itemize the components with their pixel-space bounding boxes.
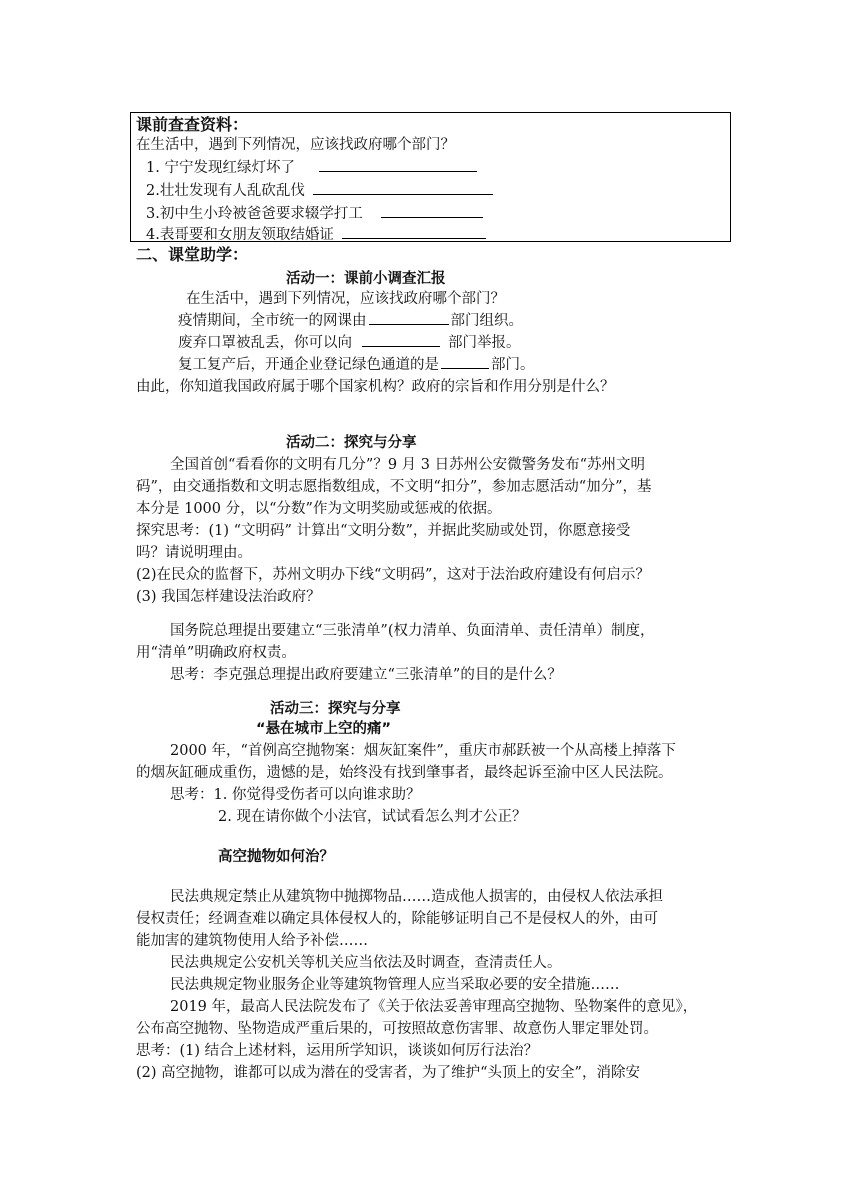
activity1-line-2: 废弃口罩被乱丢，你可以向 部门举报。 — [178, 332, 521, 354]
activity3-title: 活动三：探究与分享 — [270, 701, 401, 717]
paragraph-line: 全国首创“看看你的文明有几分”？9 月 3 日苏州公安微警务发布“苏州文明 — [170, 457, 646, 473]
answer-blank[interactable] — [319, 157, 477, 172]
prep-item-2: 2.壮壮发现有人乱砍乱伐 — [146, 180, 493, 202]
paragraph-line: 公布高空抛物、坠物造成严重后果的，可按照故意伤害罪、故意伤人罪定罪处罚。 — [136, 1021, 658, 1037]
paragraph-line: 用“清单”明确政府权责。 — [136, 645, 296, 661]
paragraph-line: 侵权责任；经调查难以确定具体侵权人的，除能够证明自己不是侵权人的外，由可 — [136, 911, 658, 927]
paragraph-line: 码”，由交通指数和文明志愿指数组成，不文明“扣分”，参加志愿活动“加分”，基 — [136, 479, 652, 495]
paragraph-line: 本分是 1000 分，以“分数”作为文明奖励或惩戒的依据。 — [136, 501, 502, 517]
answer-blank[interactable] — [342, 224, 486, 239]
question-line: (2)在民众的监督下，苏州文明办下线“文明码”，这对于法治政府建设有何启示？ — [136, 567, 650, 583]
section-heading: 二、课堂助学： — [136, 245, 249, 264]
paragraph-line: 民法典规定物业服务企业等建筑物管理人应当采取必要的安全措施…… — [170, 977, 620, 993]
paragraph-line: 2000 年，“首例高空抛物案：烟灰缸案件”，重庆市郝跃被一个从高楼上掉落下 — [170, 743, 676, 759]
question-line: 思考：(1) 结合上述材料，运用所学知识，谈谈如何厉行法治？ — [136, 1043, 539, 1059]
question-line: (2) 高空抛物，谁都可以成为潜在的受害者，为了维护“头顶上的安全”，消除安 — [136, 1065, 640, 1081]
answer-blank[interactable] — [369, 310, 449, 325]
activity1-summary: 由此，你知道我国政府属于哪个国家机构？政府的宗旨和作用分别是什么？ — [136, 379, 615, 395]
prep-item-3: 3.初中生小玲被爸爸要求辍学打工 — [146, 203, 483, 225]
question-line: 思考：李克强总理提出政府要建立“三张清单”的目的是什么？ — [170, 667, 562, 683]
activity1-line-1: 疫情期间，全市统一的网课由 部门组织。 — [178, 310, 523, 332]
prep-item-4: 4.表哥要和女朋友领取结婚证 — [146, 224, 486, 246]
answer-blank[interactable] — [381, 203, 483, 218]
question-line: 2. 现在请你做个小法官，试试看怎么判才公正？ — [218, 809, 527, 825]
question-line: 吗？请说明理由。 — [136, 545, 252, 561]
activity1-title: 活动一：课前小调查汇报 — [286, 271, 446, 287]
prep-item-1: 1. 宁宁发现红绿灯坏了 — [146, 157, 477, 179]
paragraph-line: 国务院总理提出要建立“三张清单”(权力清单、负面清单、责任清单）制度， — [170, 623, 655, 639]
paragraph-line: 能加害的建筑物使用人给予补偿…… — [136, 933, 368, 949]
question-line: (3) 我国怎样建设法治政府？ — [136, 589, 321, 605]
prep-title: 课前查查资料： — [136, 115, 249, 134]
paragraph-line: 民法典规定禁止从建筑物中抛掷物品……造成他人损害的，由侵权人依法承担 — [170, 889, 663, 905]
answer-blank[interactable] — [362, 332, 440, 347]
activity2-title: 活动二：探究与分享 — [286, 435, 417, 451]
activity1-question: 在生活中，遇到下列情况，应该找政府哪个部门？ — [186, 291, 505, 307]
paragraph-line: 2019 年，最高人民法院发布了《关于依法妥善审理高空抛物、坠物案件的意见》， — [170, 999, 698, 1015]
question-line: 探究思考：(1) “文明码” 计算出“文明分数”，并据此奖励或处罚，你愿意接受 — [136, 523, 631, 539]
answer-blank[interactable] — [313, 180, 493, 195]
activity3-subtitle: “悬在城市上空的痛” — [256, 721, 392, 737]
activity1-line-3: 复工复产后，开通企业登记绿色通道的是 部门。 — [178, 354, 535, 376]
subheading: 高空抛物如何治？ — [218, 849, 334, 865]
paragraph-line: 的烟灰缸砸成重伤，遗憾的是，始终没有找到肇事者，最终起诉至渝中区人民法院。 — [136, 765, 673, 781]
answer-blank[interactable] — [441, 354, 489, 369]
paragraph-line: 民法典规定公安机关等机关应当依法及时调查，查清责任人。 — [170, 955, 562, 971]
prep-question: 在生活中，遇到下列情况，应该找政府哪个部门？ — [136, 137, 455, 153]
question-line: 思考：1. 你觉得受伤者可以向谁求助？ — [170, 787, 421, 803]
